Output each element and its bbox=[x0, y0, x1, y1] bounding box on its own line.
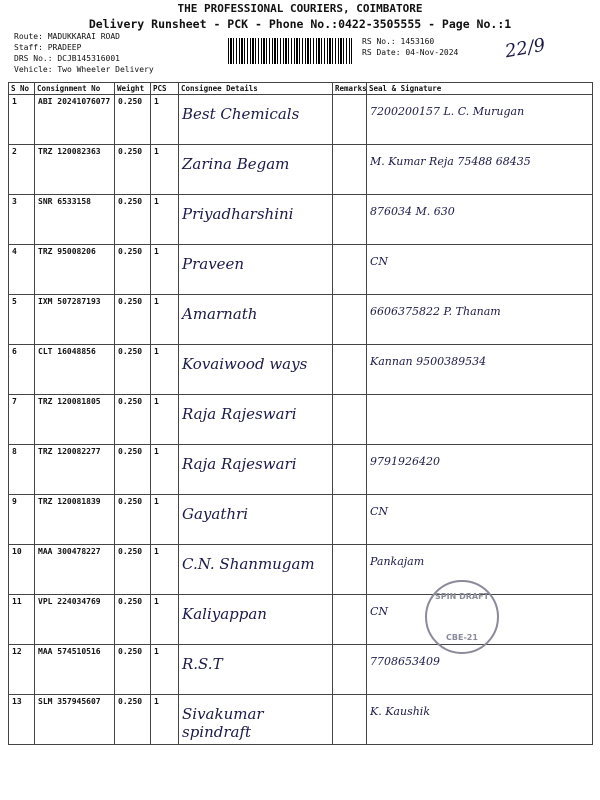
column-header: Consignment No bbox=[35, 83, 115, 95]
cell-consignee: Amarnath bbox=[179, 295, 333, 345]
cell-pcs: 1 bbox=[151, 395, 179, 445]
cell-sno: 2 bbox=[9, 145, 35, 195]
cell-cn: TRZ 95008206 bbox=[35, 245, 115, 295]
column-header: Consignee Details bbox=[179, 83, 333, 95]
document-header bbox=[0, 0, 600, 31]
cell-sno: 12 bbox=[9, 645, 35, 695]
cell-signature: CN bbox=[367, 595, 593, 645]
cell-consignee: Raja Rajeswari bbox=[179, 395, 333, 445]
cell-sno: 7 bbox=[9, 395, 35, 445]
cell-sno: 11 bbox=[9, 595, 35, 645]
cell-weight: 0.250 bbox=[115, 245, 151, 295]
column-header: Seal & Signature bbox=[367, 83, 593, 95]
cell-weight: 0.250 bbox=[115, 445, 151, 495]
table-row bbox=[9, 495, 593, 545]
cell-consignee: Sivakumar spindraft bbox=[179, 695, 333, 745]
cell-remarks bbox=[333, 395, 367, 445]
table-row bbox=[9, 645, 593, 695]
cell-cn: TRZ 120081839 bbox=[35, 495, 115, 545]
table-row bbox=[9, 345, 593, 395]
document-subtitle: Delivery Runsheet - PCK - Phone No.:0422-3505555 - Page No.:1 bbox=[88, 17, 512, 31]
rs-date: RS Date: 04-Nov-2024 bbox=[362, 48, 459, 57]
cell-pcs: 1 bbox=[151, 95, 179, 145]
cell-consignee: Gayathri bbox=[179, 495, 333, 545]
cell-signature: M. Kumar Reja 75488 68435 bbox=[367, 145, 593, 195]
cell-consignee: Kaliyappan bbox=[179, 595, 333, 645]
cell-signature: CN bbox=[367, 495, 593, 545]
table-header-row bbox=[9, 83, 593, 95]
table-row bbox=[9, 595, 593, 645]
cell-weight: 0.250 bbox=[115, 345, 151, 395]
cell-weight: 0.250 bbox=[115, 645, 151, 695]
cell-signature bbox=[367, 395, 593, 445]
cell-sno: 1 bbox=[9, 95, 35, 145]
column-header: PCS bbox=[151, 83, 179, 95]
cell-sno: 5 bbox=[9, 295, 35, 345]
cell-signature: 7708653409 bbox=[367, 645, 593, 695]
cell-remarks bbox=[333, 595, 367, 645]
meta-left bbox=[14, 31, 154, 75]
cell-weight: 0.250 bbox=[115, 595, 151, 645]
cell-remarks bbox=[333, 345, 367, 395]
route: Route: MADUKKARAI ROAD bbox=[14, 32, 120, 41]
cell-cn: MAA 300478227 bbox=[35, 545, 115, 595]
cell-weight: 0.250 bbox=[115, 545, 151, 595]
table-row bbox=[9, 95, 593, 145]
cell-remarks bbox=[333, 195, 367, 245]
cell-signature: 876034 M. 630 bbox=[367, 195, 593, 245]
cell-pcs: 1 bbox=[151, 645, 179, 695]
table-row bbox=[9, 545, 593, 595]
column-header: S No bbox=[9, 83, 35, 95]
cell-remarks bbox=[333, 95, 367, 145]
cell-signature: K. Kaushik bbox=[367, 695, 593, 745]
cell-remarks bbox=[333, 695, 367, 745]
cell-remarks bbox=[333, 445, 367, 495]
cell-cn: ABI 20241076077 bbox=[35, 95, 115, 145]
cell-sno: 3 bbox=[9, 195, 35, 245]
drs-number: DRS No.: DCJB145316001 bbox=[14, 54, 120, 63]
vehicle: Vehicle: Two Wheeler Delivery bbox=[14, 65, 154, 74]
company-stamp bbox=[425, 580, 499, 654]
stamp-bottom-text: CBE-21 bbox=[446, 633, 478, 642]
cell-weight: 0.250 bbox=[115, 695, 151, 745]
cell-pcs: 1 bbox=[151, 195, 179, 245]
cell-sno: 13 bbox=[9, 695, 35, 745]
cell-cn: CLT 16048856 bbox=[35, 345, 115, 395]
cell-remarks bbox=[333, 295, 367, 345]
table-body bbox=[9, 95, 593, 745]
cell-consignee: C.N. Shanmugam bbox=[179, 545, 333, 595]
cell-pcs: 1 bbox=[151, 145, 179, 195]
cell-pcs: 1 bbox=[151, 295, 179, 345]
column-header: Weight bbox=[115, 83, 151, 95]
cell-signature: Kannan 9500389534 bbox=[367, 345, 593, 395]
cell-cn: MAA 574510516 bbox=[35, 645, 115, 695]
cell-pcs: 1 bbox=[151, 595, 179, 645]
cell-consignee: R.S.T bbox=[179, 645, 333, 695]
cell-weight: 0.250 bbox=[115, 395, 151, 445]
cell-cn: SLM 357945607 bbox=[35, 695, 115, 745]
table-row bbox=[9, 395, 593, 445]
cell-signature: 9791926420 bbox=[367, 445, 593, 495]
cell-signature: 6606375822 P. Thanam bbox=[367, 295, 593, 345]
cell-remarks bbox=[333, 145, 367, 195]
staff: Staff: PRADEEP bbox=[14, 43, 82, 52]
table-row bbox=[9, 695, 593, 745]
cell-consignee: Best Chemicals bbox=[179, 95, 333, 145]
cell-consignee: Zarina Begam bbox=[179, 145, 333, 195]
cell-sno: 4 bbox=[9, 245, 35, 295]
cell-consignee: Praveen bbox=[179, 245, 333, 295]
cell-cn: SNR 6533158 bbox=[35, 195, 115, 245]
table-row bbox=[9, 245, 593, 295]
cell-pcs: 1 bbox=[151, 695, 179, 745]
table-row bbox=[9, 445, 593, 495]
runsheet-table bbox=[8, 82, 593, 745]
cell-cn: VPL 224034769 bbox=[35, 595, 115, 645]
table-row bbox=[9, 145, 593, 195]
cell-remarks bbox=[333, 545, 367, 595]
cell-pcs: 1 bbox=[151, 495, 179, 545]
cell-cn: TRZ 120082277 bbox=[35, 445, 115, 495]
cell-signature: Pankajam bbox=[367, 545, 593, 595]
cell-remarks bbox=[333, 645, 367, 695]
cell-consignee: Priyadharshini bbox=[179, 195, 333, 245]
document-title: THE PROFESSIONAL COURIERS, COIMBATORE bbox=[177, 2, 423, 15]
handwritten-mark: 22/9 bbox=[503, 34, 547, 63]
cell-cn: TRZ 120081805 bbox=[35, 395, 115, 445]
cell-sno: 8 bbox=[9, 445, 35, 495]
cell-weight: 0.250 bbox=[115, 195, 151, 245]
cell-weight: 0.250 bbox=[115, 295, 151, 345]
cell-weight: 0.250 bbox=[115, 95, 151, 145]
column-header: Remarks bbox=[333, 83, 367, 95]
barcode bbox=[228, 38, 352, 64]
cell-pcs: 1 bbox=[151, 345, 179, 395]
cell-sno: 6 bbox=[9, 345, 35, 395]
cell-sno: 9 bbox=[9, 495, 35, 545]
cell-pcs: 1 bbox=[151, 545, 179, 595]
cell-pcs: 1 bbox=[151, 445, 179, 495]
rs-number: RS No.: 1453160 bbox=[362, 37, 435, 46]
cell-weight: 0.250 bbox=[115, 145, 151, 195]
cell-sno: 10 bbox=[9, 545, 35, 595]
table-row bbox=[9, 195, 593, 245]
cell-signature: CN bbox=[367, 245, 593, 295]
cell-signature: 7200200157 L. C. Murugan bbox=[367, 95, 593, 145]
cell-cn: IXM 507287193 bbox=[35, 295, 115, 345]
cell-weight: 0.250 bbox=[115, 495, 151, 545]
stamp-top-text: SPIN DRAFT bbox=[435, 592, 489, 601]
cell-remarks bbox=[333, 245, 367, 295]
cell-consignee: Kovaiwood ways bbox=[179, 345, 333, 395]
cell-cn: TRZ 120082363 bbox=[35, 145, 115, 195]
table-row bbox=[9, 295, 593, 345]
cell-remarks bbox=[333, 495, 367, 545]
cell-pcs: 1 bbox=[151, 245, 179, 295]
meta-right bbox=[362, 36, 458, 58]
cell-consignee: Raja Rajeswari bbox=[179, 445, 333, 495]
